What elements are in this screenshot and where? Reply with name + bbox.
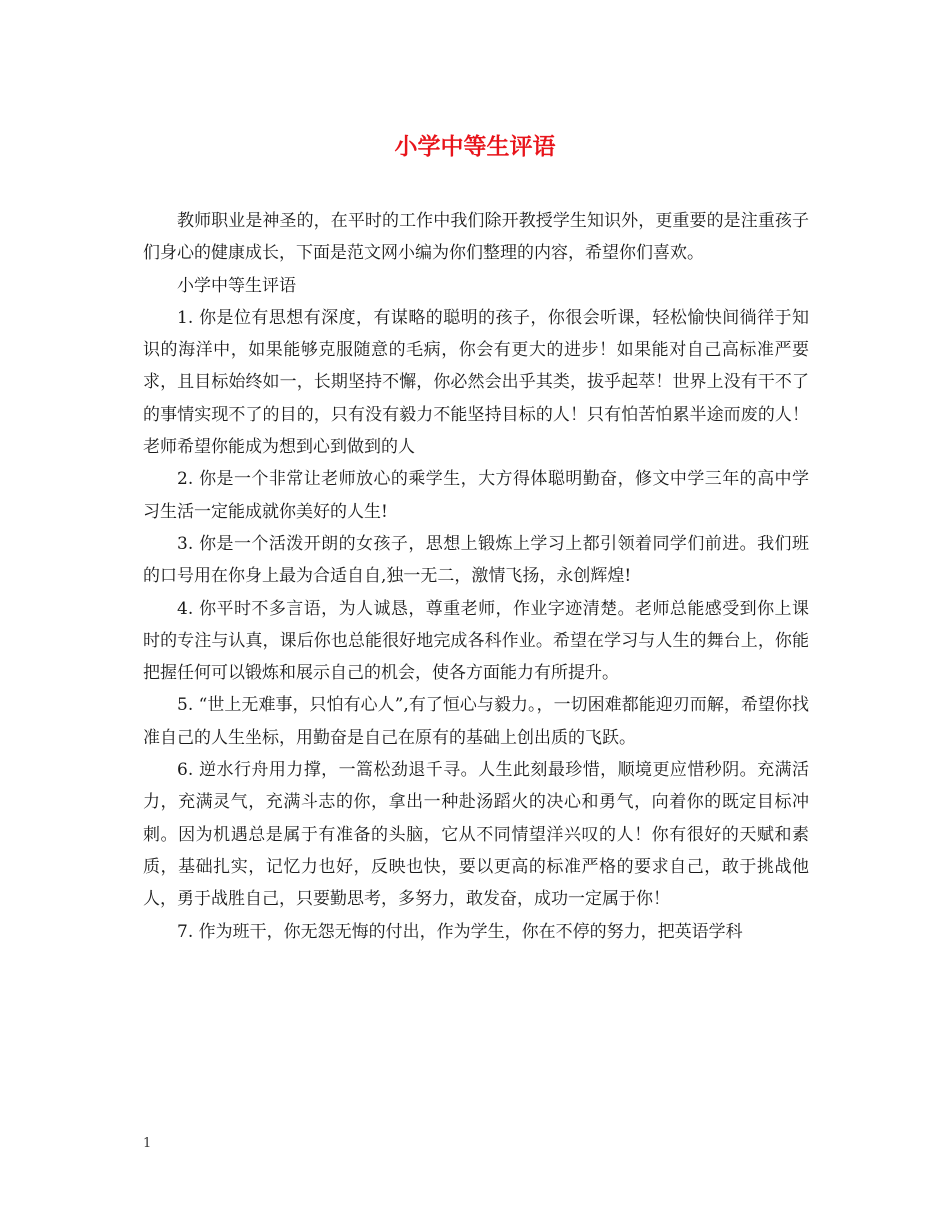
document-body [143,205,809,948]
comment-paragraph-5: 5. “世上无难事，只怕有心人”,有了恒心与毅力。，一切困难都能迎刃而解，希望你找准自己的人生坐标，用勤奋是自己在原有的基础上创出质的飞跃。 [143,695,809,748]
page-number: 1 [143,1136,152,1151]
comment-paragraph-7: 7. 作为班干，你无怨无悔的付出，作为学生，你在不停的努力，把英语学科 [177,921,743,942]
document-title: 小学中等生评语 [394,133,556,160]
comment-paragraph-3: 3. 你是一个活泼开朗的女孩子，思想上锻炼上学习上都引领着同学们前进。我们班的口号用在你身上最为合适自自,独一无二，激情飞扬，永创辉煌! [143,533,809,587]
comment-paragraph-2: 2. 你是一个非常让老师放心的乘学生，大方得体聪明勤奋，修文中学三年的高中学习生活一定能成就你美好的人生! [143,469,809,522]
comment-paragraph-1: 1. 你是位有思想有深度，有谋略的聪明的孩子，你很会听课，轻松愉快间徜徉于知识的海洋中，如果能够克服随意的毛病，你会有更大的进步！如果能对自己高标准严要求，且目标始终如一，长期坚持不懈，你必然会出乎其类，拔乎起萃！世界上没有干不了的事情实现不了的目的，只有没有毅力不能坚持目标的人！只有怕苦怕累半途而废的人！老师希望你能成为想到心到做到的人 [143,307,809,458]
section-heading: 小学中等生评语 [177,275,296,296]
comment-paragraph-4: 4. 你平时不多言语，为人诚恳，尊重老师，作业字迹清楚。老师总能感受到你上课时的专注与认真，课后你也总能很好地完成各科作业。希望在学习与人生的舞台上，你能把握任何可以锻炼和展示自己的机会，使各方面能力有所提升。 [143,598,809,684]
comment-paragraph-6: 6. 逆水行舟用力撑，一篙松劲退千寻。人生此刻最珍惜，顺境更应惜秒阴。充满活力，充满灵气，充满斗志的你，拿出一种赴汤蹈火的决心和勇气，向着你的既定目标冲刺。因为机遇总是属于有准备的头脑，它从不同情望洋兴叹的人！你有很好的天赋和素质，基础扎实，记忆力也好，反映也快，要以更高的标准严格的要求自己，敢于挑战他人，勇于战胜自己，只要勤思考，多努力，敢发奋，成功一定属于你！ [143,760,809,910]
intro-paragraph: 教师职业是神圣的，在平时的工作中我们除开教授学生知识外，更重要的是注重孩子们身心的健康成长，下面是范文网小编为你们整理的内容，希望你们喜欢。 [143,211,809,264]
